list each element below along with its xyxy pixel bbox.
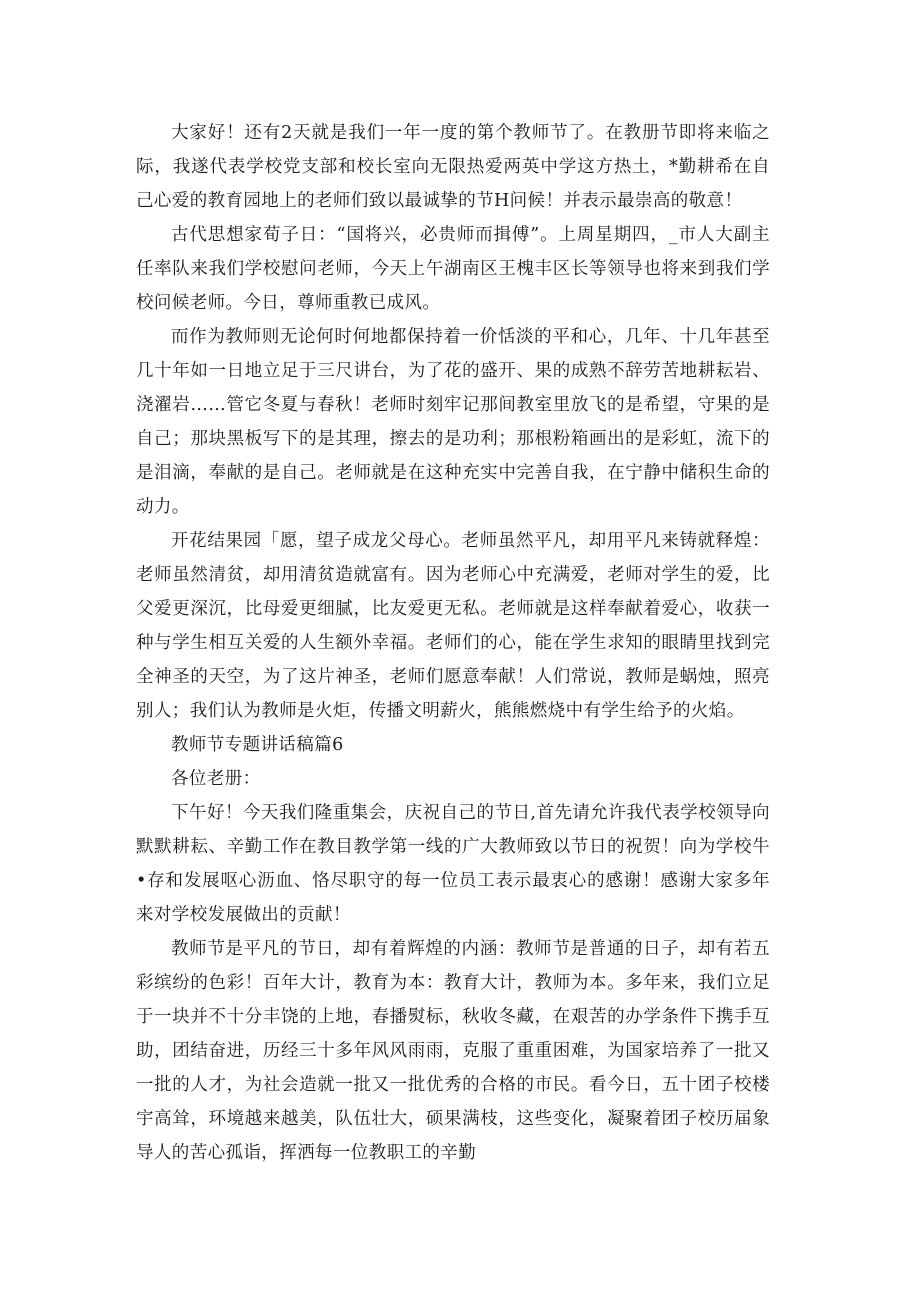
paragraph-teacher-devotion: 而作为教师则无论何时何地都保持着一价恬淡的平和心，几年、十几年甚至几十年如一日地立足于三尺讲台，为了花的盛开、果的成熟不辞劳苦地耕耘岩、浇濯岩……管它冬夏与春秋！老师时刻牢记那间教室里放飞的是希望，守果的是自己；那块黑板写下的是其理，擦去的是功利；那根粉箱画出的是彩虹，流下的是泪滴，奉献的是自己。老师就是在这种充实中完善自我，在宁静中储积生命的动力。 [136, 327, 770, 517]
document-body [136, 116, 770, 1170]
paragraph-teachers-day: 教师节是平凡的节日，却有着辉煌的内涵：教师节是普通的日子，却有若五彩缤纷的色彩！百年大计，教育为本：教育大计，教师为本。多年来，我们立足于一块并不十分丰饶的上地，春播熨标，秋收冬藏，在艰苦的办学条件下携手互助，团结奋进，历经三十多年风风雨雨，克服了重重困难，为国家培养了一批又一批的人才，为社会造就一批又一批优秀的合格的市民。看今日，五十团子校楼宇高耸，环境越来越美，队伍壮大，硕果满枝，这些变化，凝聚着团子校历届象导人的苦心孤诣，挥洒每一位教职工的辛勤 [136, 939, 770, 1163]
section-heading: 教师节专题讲话稿篇6 [171, 735, 344, 755]
paragraph-teacher-love: 开花结果园「愿，望子成龙父母心。老师虽然平凡，却用平凡来铸就释煌：老师虽然清贫，却用清贫造就富有。因为老师心中充满爱，老师对学生的爱，比父爱更深沉，比母爱更细腻，比友爱更无私。老师就是这样奉献着爱心，收获一种与学生相互关爱的人生额外幸福。老师们的心，能在学生求知的眼睛里找到完全神圣的天空，为了这片神圣，老师们愿意奉献！人们常说，教师是蜗烛，照亮别人；我们认为教师是火炬，传播文明薪火，熊熊燃烧中有学生给予的火焰。 [136, 531, 770, 721]
salutation: 各位老册： [171, 769, 261, 789]
paragraph-afternoon-greeting: 下午好！今天我们隆重集会，庆祝自己的节日,首先请允许我代表学校领导向默默耕耘、辛勤工作在教目教学第一线的广大教师致以节日的祝贺！向为学校牛•存和发展呕心沥血、恪尽职守的每一位员工表示最衷心的感谢！感谢大家多年来对学校发展做出的贡献！ [136, 803, 770, 925]
paragraph-ancient-quote: 古代思想家荀子日：“国将兴，必贵师而揖傅”。上周星期四，_市人大副主任率队来我们学校慰问老师，今天上午湖南区王槐丰区长等领导也将来到我们学校问候老师。今日，尊师重教已成风。 [136, 225, 770, 313]
paragraph-greeting: 大家好！还有2天就是我们一年一度的第个教师节了。在教册节即将来临之际，我遂代表学校党支部和校长室向无限热爱两英中学这方热土，*勤耕希在自己心爱的教育园地上的老师们致以最诚挚的节H问候！并表示最崇高的敬意！ [136, 123, 770, 211]
